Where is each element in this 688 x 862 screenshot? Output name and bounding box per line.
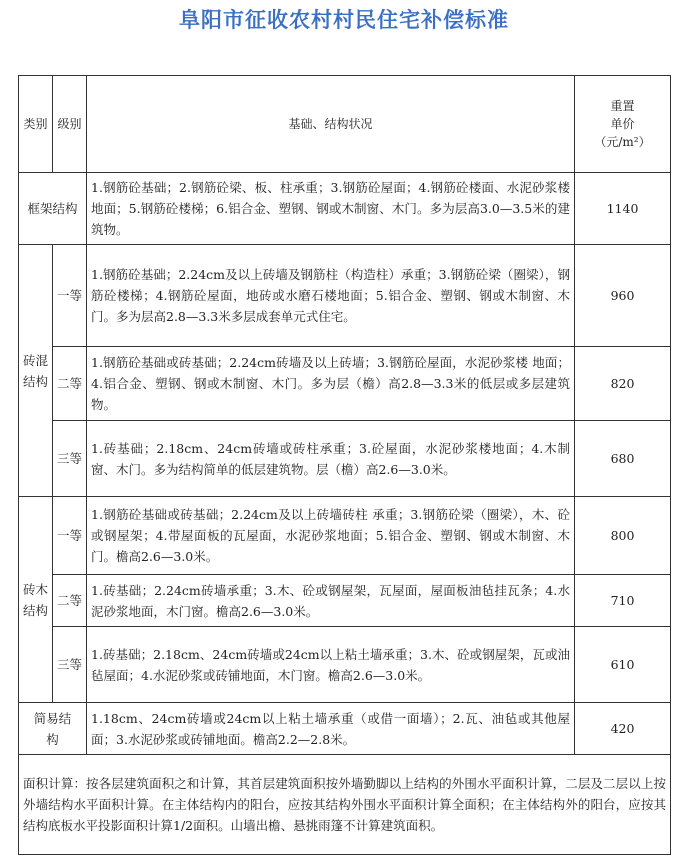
compensation-table: [18, 75, 671, 855]
description-cell: 1.钢筋砼基础；2.钢筋砼梁、板、柱承重；3.钢筋砼屋面；4.钢筋砼楼面、水泥砂浆楼地面；5.钢筋砼楼梯；6.铝合金、塑钢、钢或木制窗、木门。多为层高3.0—3.5米的建筑物。: [87, 173, 575, 245]
description-cell: 1.钢筋砼基础或砖基础；2.24cm及以上砖墙砖柱 承重；3.钢筋砼梁（圈梁），木、砼或钢屋架；4.带屋面板的瓦屋面，水泥砂浆地面；5.铝合金、塑钢、钢或木制窗、木门。檐高2.6—3.0米。: [87, 497, 575, 575]
table-row: [19, 627, 671, 703]
price-cell: 820: [575, 347, 671, 421]
description-cell: 1.钢筋砼基础或砖基础；2.24cm砖墙及以上砖墙；3.钢筋砼屋面，水泥砂浆楼 地面；4.铝合金、塑钢、钢或木制窗、木门。多为层（檐）高2.8—3.3米的低层或多层建筑物。: [87, 347, 575, 421]
grade-cell: 二等: [53, 347, 87, 421]
description-cell: 1.钢筋砼基础；2.24cm及以上砖墙及钢筋柱（构造柱）承重；3.钢筋砼梁（圈梁），钢筋砼楼梯；4.钢筋砼屋面，地砖或水磨石楼地面；5.铝合金、塑钢、钢或木制窗、木门。多为层高2.8—3.3米多层成套单元式住宅。: [87, 245, 575, 347]
grade-cell: 三等: [53, 421, 87, 497]
price-cell: 420: [575, 703, 671, 755]
price-cell: 1140: [575, 173, 671, 245]
header-price: 重置 单价 （元/m²）: [575, 76, 671, 173]
area-calculation-note: 面积计算：按各层建筑面积之和计算，其首层建筑面积按外墙勤脚以上结构的外围水平面积计算，二层及二层以上按外墙结构水平面积计算。在主体结构内的阳台，应按其结构外围水平面积计算全面积；在主体结构外的阳台，应按其结构底板水平投影面积计算1/2面积。山墙出檐、悬挑雨篷不计算建筑面积。: [19, 755, 671, 855]
table-row: [19, 421, 671, 497]
description-cell: 1.砖基础；2.18cm、24cm砖墙或24cm以上粘土墙承重；3.木、砼或钢屋架，瓦或油毡屋面；4.水泥砂浆或砖铺地面，木门窗。檐高2.6—3.0米。: [87, 627, 575, 703]
table-row: [19, 497, 671, 575]
price-cell: 610: [575, 627, 671, 703]
price-cell: 710: [575, 575, 671, 627]
description-cell: 1.砖基础；2.24cm砖墙承重；3.木、砼或钢屋架，瓦屋面，屋面板油毡挂瓦条；4.水泥砂浆地面，木门窗。檐高2.6—3.0米。: [87, 575, 575, 627]
description-cell: 1.砖基础；2.18cm、24cm砖墙或砖柱承重；3.砼屋面，水泥砂浆楼地面；4.木制窗、木门。多为结构简单的低层建筑物。层（檐）高2.6—3.0米。: [87, 421, 575, 497]
category-cell: 简易结构: [19, 703, 87, 755]
grade-cell: 一等: [53, 245, 87, 347]
table-row: [19, 347, 671, 421]
grade-cell: 二等: [53, 575, 87, 627]
price-cell: 960: [575, 245, 671, 347]
table-row: [19, 173, 671, 245]
header-desc: 基础、结构状况: [87, 76, 575, 173]
category-cell: 框架结构: [19, 173, 87, 245]
table-row: [19, 575, 671, 627]
table-row: [19, 703, 671, 755]
category-cell: 砖木结构: [19, 497, 53, 703]
category-cell: 砖混结构: [19, 245, 53, 497]
description-cell: 1.18cm、24cm砖墙或24cm以上粘土墙承重（或借一面墙）；2.瓦、油毡或其他屋面；3.水泥砂浆或砖铺地面。檐高2.2—2.8米。: [87, 703, 575, 755]
page-title: 阜阳市征收农村村民住宅补偿标准: [179, 8, 509, 32]
grade-cell: 一等: [53, 497, 87, 575]
header-grade: 级别: [53, 76, 87, 173]
footer-row: [19, 755, 671, 855]
table-row: [19, 245, 671, 347]
grade-cell: 三等: [53, 627, 87, 703]
price-cell: 680: [575, 421, 671, 497]
price-cell: 800: [575, 497, 671, 575]
header-type: 类别: [19, 76, 53, 173]
header-row: [19, 76, 671, 173]
